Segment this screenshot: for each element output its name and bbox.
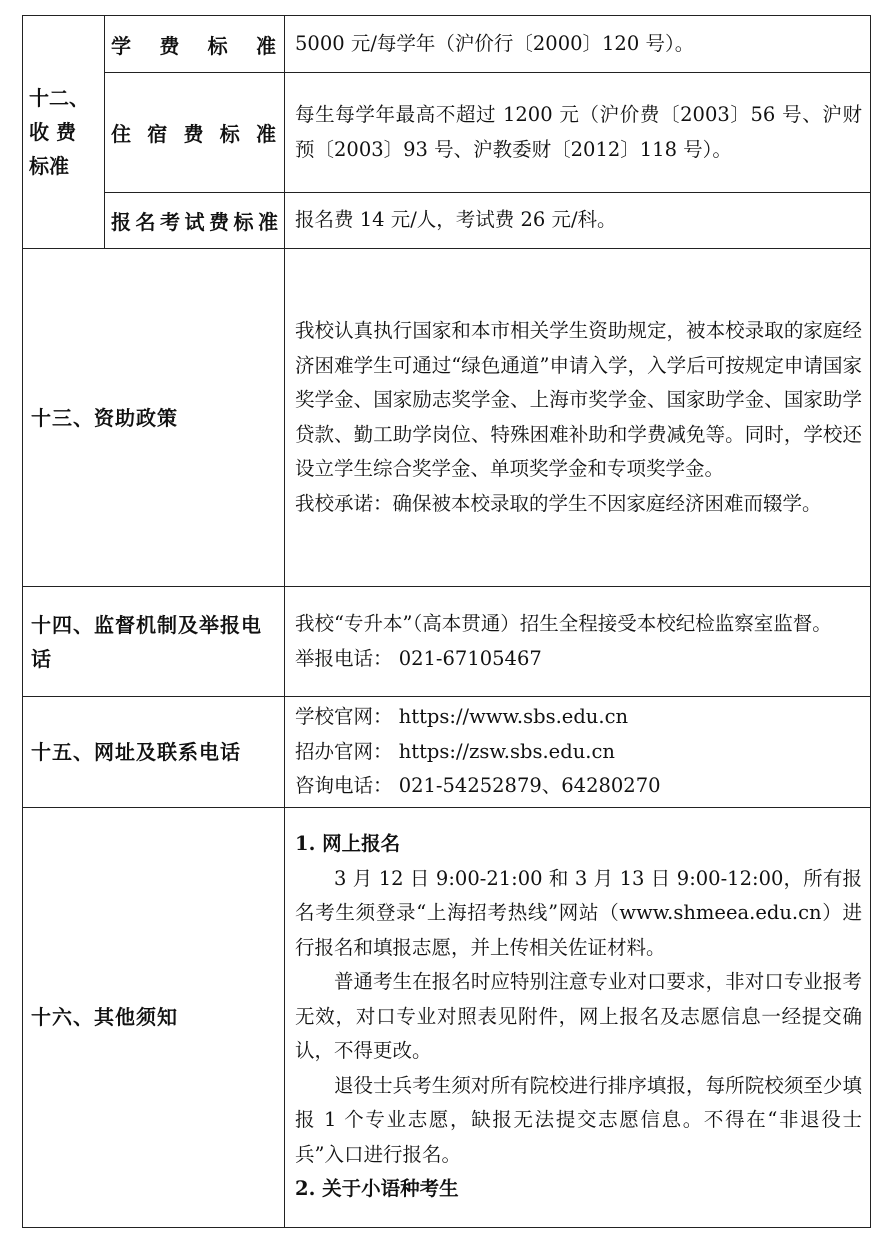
financial-aid-policy: 我校认真执行国家和本市相关学生资助规定，被本校录取的家庭经济困难学生可通过“绿色通道”申请入学，入学后可按规定申请国家奖学金、国家励志奖学金、上海市奖学金、国家助学金、国家助学贷款、勤工助学岗位、特殊困难补助和学费减免等。同时，学校还设立学生综合奖学金、单项奖学金和专项奖学金。: [295, 319, 862, 480]
heading-minor-language: 2. 关于小语种考生: [295, 1177, 459, 1201]
supervision-text: 我校“专升本”（高本贯通）招生全程接受本校纪检监察室监督。: [295, 612, 832, 635]
section-13-content: [285, 249, 871, 587]
row-financial-aid: [23, 249, 871, 587]
exam-fee-label: 报名考试费标准: [105, 193, 285, 249]
row-contact: [23, 697, 871, 808]
section-16-content: [285, 807, 871, 1227]
section-14-label: 十四、监督机制及举报电话: [23, 587, 285, 697]
dorm-label: 住宿费标准: [105, 73, 285, 193]
section-16-label: 十六、其他须知: [23, 807, 285, 1227]
heading-online-registration: 1. 网上报名: [295, 832, 401, 856]
section-15-content: [285, 697, 871, 808]
row-dorm: [23, 73, 871, 193]
exam-fee-value: 报名费 14 元/人，考试费 26 元/科。: [285, 193, 871, 249]
section-14-content: [285, 587, 871, 697]
admission-info-table: [22, 15, 871, 1228]
tuition-label: 学费标准: [105, 16, 285, 73]
section-13-label: 十三、资助政策: [23, 249, 285, 587]
financial-aid-promise: 我校承诺：确保被本校录取的学生不因家庭经济困难而辍学。: [295, 491, 822, 515]
dorm-value: 每生每学年最高不超过 1200 元（沪价费〔2003〕56 号、沪财预〔2003〕93 号、沪教委财〔2012〕118 号）。: [285, 73, 871, 193]
veteran-text: 退役士兵考生须对所有院校进行排序填报，每所院校须至少填报 1 个专业志愿，缺报无法提交志愿信息。不得在“非退役士兵”入口进行报名。: [295, 1073, 862, 1166]
admission-website: 招办官网： https://zsw.sbs.edu.cn: [295, 739, 615, 763]
section-15-label: 十五、网址及联系电话: [23, 697, 285, 808]
registration-time-text: 3 月 12 日 9:00-21:00 和 3 月 13 日 9:00-12:00，所有报名考生须登录“上海招考热线”网站（www.shmeea.edu.cn）进行报名和填报志愿，并上传相关佐证材料。: [295, 866, 862, 959]
school-website: 学校官网： https://www.sbs.edu.cn: [295, 705, 629, 728]
report-phone: 举报电话： 021-67105467: [295, 646, 542, 670]
tuition-value: 5000 元/每学年（沪价行〔2000〕120 号）。: [285, 16, 871, 73]
row-supervision: [23, 587, 871, 697]
row-exam-fee: [23, 193, 871, 249]
consult-phone: 咨询电话： 021-54252879、64280270: [295, 774, 661, 797]
row-other-notes: [23, 807, 871, 1227]
row-tuition: [23, 16, 871, 73]
section-12-label: 十二、 收 费 标准: [23, 16, 105, 249]
major-match-text: 普通考生在报名时应特别注意专业对口要求，非对口专业报考无效，对口专业对照表见附件，网上报名及志愿信息一经提交确认，不得更改。: [295, 970, 862, 1063]
